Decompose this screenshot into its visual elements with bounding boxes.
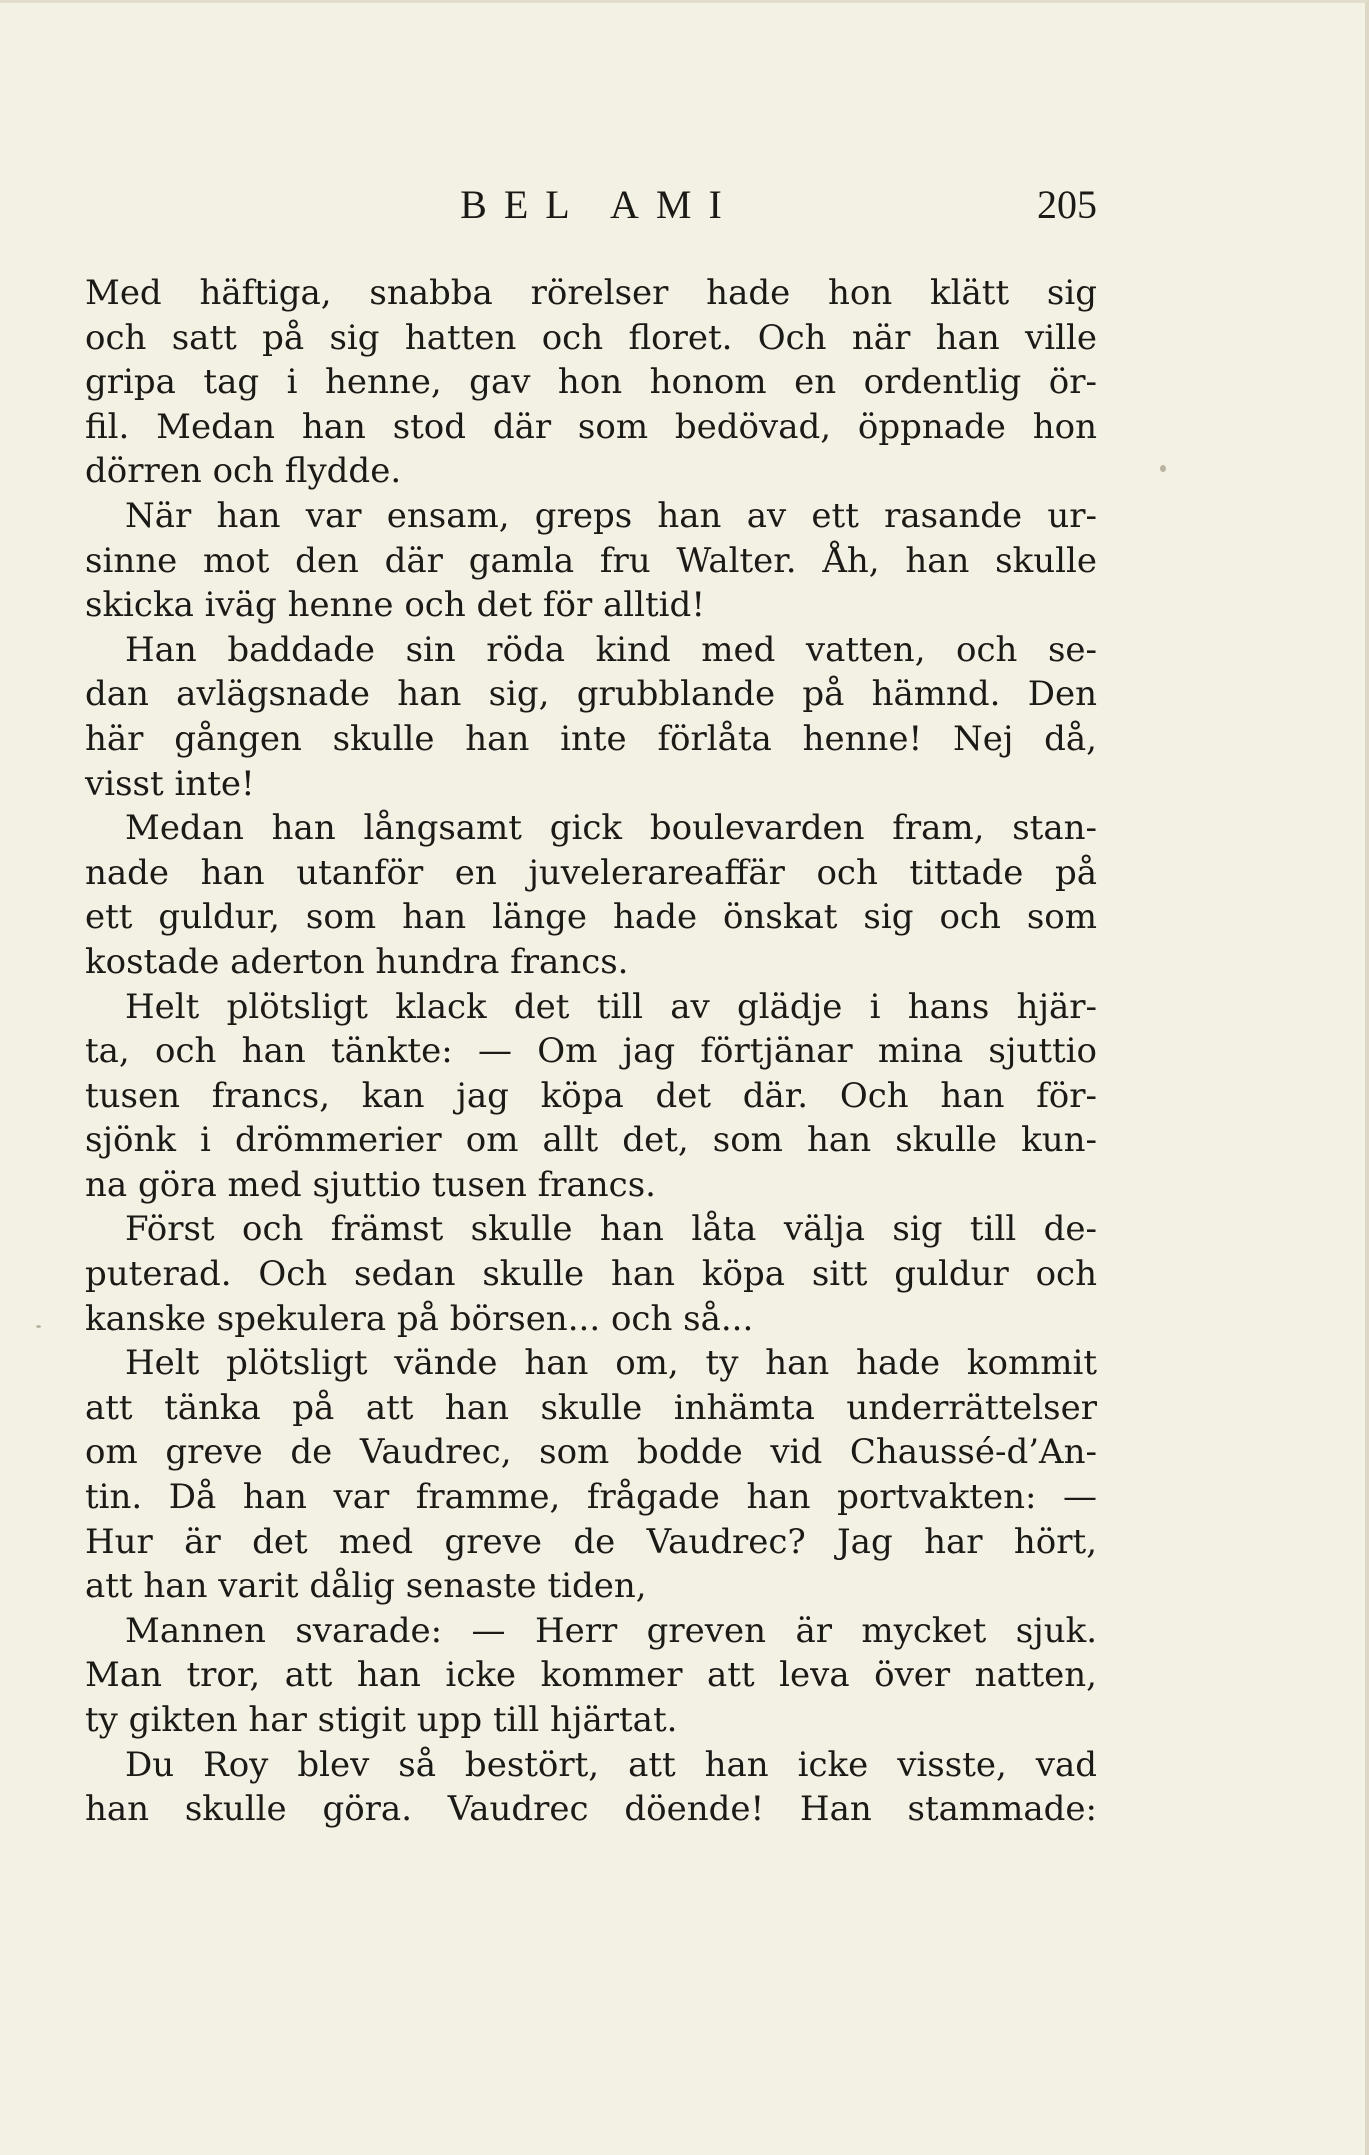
text-line: visst inte! [85, 763, 255, 804]
paper-speck [1160, 465, 1166, 472]
text-line: tin. Då han var framme, frågade han portvakten: — [85, 1477, 1097, 1518]
text-line: gripa tag i henne, gav hon honom en ordentlig ör- [85, 362, 1097, 403]
text-line: Medan han långsamt gick boulevarden fram, stan- [125, 808, 1097, 849]
text-line: Med häftiga, snabba rörelser hade hon klätt sig [85, 273, 1097, 313]
text-line: Hur är det med greve de Vaudrec? Jag har hört, [85, 1521, 1097, 1562]
text-line: fil. Medan han stod där som bedövad, öppnade hon [85, 406, 1097, 447]
text-line: na göra med sjuttio tusen francs. [85, 1164, 656, 1205]
text-line: ty gikten har stigit upp till hjärtat. [85, 1700, 678, 1740]
text-line: nade han utanför en juvelerareaffär och tittade på [85, 852, 1097, 893]
text-line: kanske spekulera på börsen... och så... [85, 1298, 754, 1339]
text-line: Helt plötsligt vände han om, ty han hade kommit [125, 1343, 1097, 1384]
text-line: sjönk i drömmerier om allt det, som han skulle kun- [85, 1120, 1097, 1161]
text-line: Mannen svarade: — Herr greven är mycket sjuk. [125, 1610, 1097, 1651]
text-line: puterad. Och sedan skulle han köpa sitt guldur och [85, 1254, 1097, 1295]
text-line: dörren och flydde. [85, 451, 402, 492]
text-line: sinne mot den där gamla fru Walter. Åh, han skulle [85, 540, 1097, 581]
text-line: ett guldur, som han länge hade önskat sig och som [85, 897, 1097, 938]
body-text [85, 271, 1097, 1832]
text-line: och satt på sig hatten och floret. Och när han ville [85, 317, 1097, 358]
text-line: Man tror, att han icke kommer att leva över natten, [85, 1655, 1097, 1696]
text-line: här gången skulle han inte förlåta henne! Nej då, [85, 718, 1097, 759]
text-line: Du Roy blev så bestört, att han icke visste, vad [125, 1744, 1097, 1785]
text-line: Han baddade sin röda kind med vatten, och se- [125, 629, 1097, 670]
text-line: ta, och han tänkte: — Om jag förtjänar mina sjuttio [85, 1031, 1097, 1072]
paper-speck [36, 1325, 41, 1328]
text-line: han skulle göra. Vaudrec döende! Han stammade: [85, 1789, 1097, 1830]
text-line: När han var ensam, greps han av ett rasande ur- [125, 495, 1097, 536]
text-line: om greve de Vaudrec, som bodde vid Chaussé-d’An- [85, 1432, 1097, 1473]
running-header [85, 181, 1097, 237]
text-line: dan avlägsnade han sig, grubblande på hämnd. Den [85, 674, 1097, 715]
text-line: Först och främst skulle han låta välja sig till de- [125, 1209, 1097, 1250]
text-line: tusen francs, kan jag köpa det där. Och han för- [85, 1075, 1097, 1116]
text-line: att han varit dålig senaste tiden, [85, 1566, 647, 1607]
text-line: Helt plötsligt klack det till av glädje i hans hjär- [125, 986, 1097, 1027]
text-line: att tänka på att han skulle inhämta underrättelser [85, 1387, 1097, 1428]
page-number: 205 [1037, 182, 1097, 227]
book-title: BEL AMI [460, 182, 739, 227]
text-line: skicka iväg henne och det för alltid! [85, 585, 705, 626]
text-line: kostade aderton hundra francs. [85, 941, 629, 982]
